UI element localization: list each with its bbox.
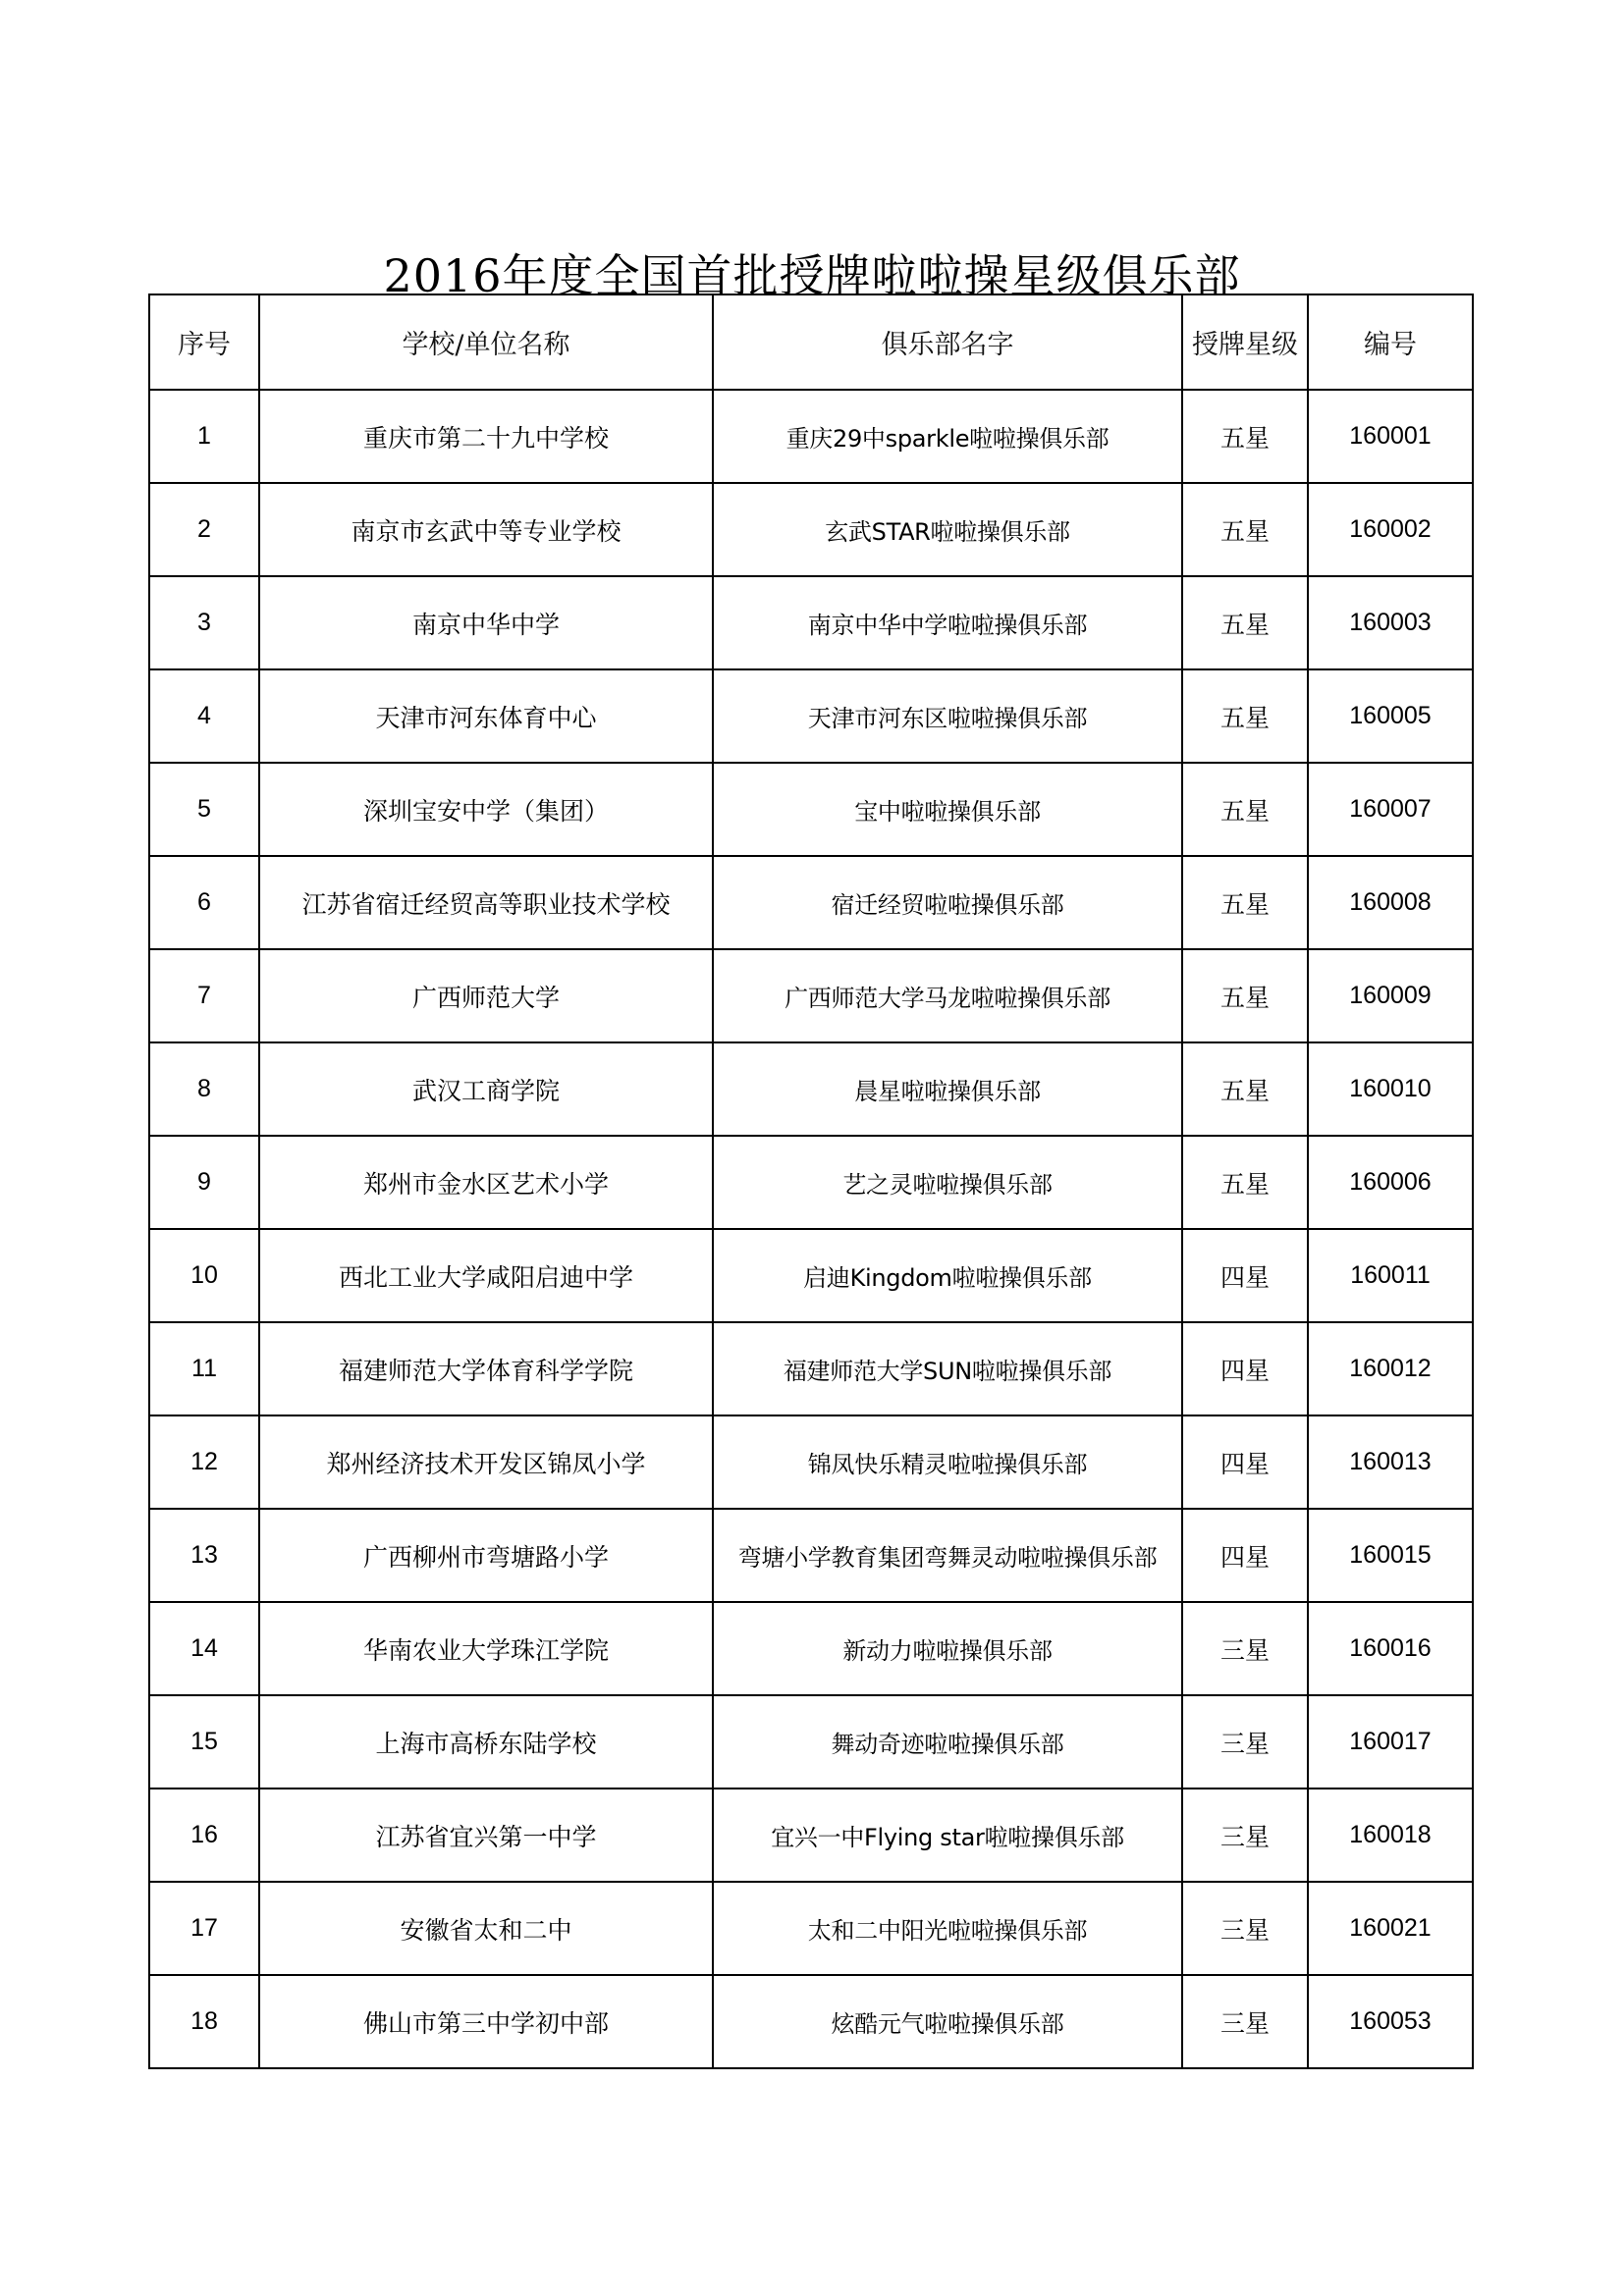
cell-club-name: 启迪Kingdom啦啦操俱乐部 [713, 1229, 1182, 1322]
cell-school-name: 西北工业大学咸阳启迪中学 [259, 1229, 713, 1322]
header-rating: 授牌星级 [1182, 294, 1308, 390]
cell-index: 10 [149, 1229, 259, 1322]
cell-code: 160015 [1308, 1509, 1473, 1602]
cell-school-name: 华南农业大学珠江学院 [259, 1602, 713, 1695]
cell-index: 11 [149, 1322, 259, 1415]
cell-code: 160012 [1308, 1322, 1473, 1415]
table-row [149, 856, 1473, 949]
cell-school-name: 南京中华中学 [259, 576, 713, 669]
cell-club-name: 宝中啦啦操俱乐部 [713, 763, 1182, 856]
cell-star-rating: 五星 [1182, 390, 1308, 483]
cell-code: 160016 [1308, 1602, 1473, 1695]
cell-school-name: 佛山市第三中学初中部 [259, 1975, 713, 2068]
cell-school-name: 深圳宝安中学（集团） [259, 763, 713, 856]
cell-index: 2 [149, 483, 259, 576]
cell-club-name: 炫酷元气啦啦操俱乐部 [713, 1975, 1182, 2068]
cell-star-rating: 五星 [1182, 483, 1308, 576]
table-row [149, 576, 1473, 669]
cell-club-name: 南京中华中学啦啦操俱乐部 [713, 576, 1182, 669]
table-row [149, 1229, 1473, 1322]
table-row [149, 390, 1473, 483]
page-title: 2016年度全国首批授牌啦啦操星级俱乐部 [383, 248, 1241, 302]
cell-school-name: 南京市玄武中等专业学校 [259, 483, 713, 576]
cell-index: 18 [149, 1975, 259, 2068]
cell-code: 160005 [1308, 669, 1473, 763]
cell-club-name: 宜兴一中Flying star啦啦操俱乐部 [713, 1789, 1182, 1882]
cell-club-name: 艺之灵啦啦操俱乐部 [713, 1136, 1182, 1229]
cell-code: 160009 [1308, 949, 1473, 1042]
cell-index: 7 [149, 949, 259, 1042]
cell-star-rating: 三星 [1182, 1695, 1308, 1789]
cell-star-rating: 四星 [1182, 1322, 1308, 1415]
table-row [149, 1136, 1473, 1229]
table-row [149, 1882, 1473, 1975]
table-row [149, 1322, 1473, 1415]
cell-index: 4 [149, 669, 259, 763]
table-row [149, 1602, 1473, 1695]
club-table [148, 294, 1474, 2069]
cell-code: 160010 [1308, 1042, 1473, 1136]
cell-star-rating: 四星 [1182, 1509, 1308, 1602]
table-header [149, 294, 1473, 390]
header-code: 编号 [1308, 294, 1473, 390]
cell-index: 17 [149, 1882, 259, 1975]
cell-code: 160021 [1308, 1882, 1473, 1975]
cell-code: 160008 [1308, 856, 1473, 949]
cell-school-name: 广西柳州市弯塘路小学 [259, 1509, 713, 1602]
cell-code: 160002 [1308, 483, 1473, 576]
cell-code: 160003 [1308, 576, 1473, 669]
cell-school-name: 广西师范大学 [259, 949, 713, 1042]
cell-club-name: 新动力啦啦操俱乐部 [713, 1602, 1182, 1695]
header-row [149, 294, 1473, 390]
cell-star-rating: 五星 [1182, 949, 1308, 1042]
cell-star-rating: 三星 [1182, 1975, 1308, 2068]
cell-star-rating: 五星 [1182, 1136, 1308, 1229]
cell-index: 13 [149, 1509, 259, 1602]
cell-star-rating: 五星 [1182, 1042, 1308, 1136]
cell-star-rating: 三星 [1182, 1789, 1308, 1882]
table-row [149, 1789, 1473, 1882]
cell-code: 160017 [1308, 1695, 1473, 1789]
cell-star-rating: 三星 [1182, 1882, 1308, 1975]
header-school: 学校/单位名称 [259, 294, 713, 390]
cell-club-name: 广西师范大学马龙啦啦操俱乐部 [713, 949, 1182, 1042]
cell-code: 160011 [1308, 1229, 1473, 1322]
cell-club-name: 天津市河东区啦啦操俱乐部 [713, 669, 1182, 763]
cell-club-name: 晨星啦啦操俱乐部 [713, 1042, 1182, 1136]
cell-school-name: 武汉工商学院 [259, 1042, 713, 1136]
cell-code: 160013 [1308, 1415, 1473, 1509]
cell-school-name: 江苏省宿迁经贸高等职业技术学校 [259, 856, 713, 949]
table-row [149, 1415, 1473, 1509]
table-row [149, 1042, 1473, 1136]
cell-club-name: 福建师范大学SUN啦啦操俱乐部 [713, 1322, 1182, 1415]
table-row [149, 949, 1473, 1042]
cell-school-name: 重庆市第二十九中学校 [259, 390, 713, 483]
table-row [149, 669, 1473, 763]
cell-club-name: 锦凤快乐精灵啦啦操俱乐部 [713, 1415, 1182, 1509]
cell-club-name: 宿迁经贸啦啦操俱乐部 [713, 856, 1182, 949]
cell-school-name: 上海市高桥东陆学校 [259, 1695, 713, 1789]
cell-star-rating: 五星 [1182, 856, 1308, 949]
cell-star-rating: 三星 [1182, 1602, 1308, 1695]
cell-index: 15 [149, 1695, 259, 1789]
cell-code: 160006 [1308, 1136, 1473, 1229]
table-row [149, 483, 1473, 576]
cell-club-name: 舞动奇迹啦啦操俱乐部 [713, 1695, 1182, 1789]
cell-star-rating: 五星 [1182, 763, 1308, 856]
cell-index: 1 [149, 390, 259, 483]
cell-index: 3 [149, 576, 259, 669]
cell-index: 6 [149, 856, 259, 949]
cell-code: 160007 [1308, 763, 1473, 856]
cell-star-rating: 五星 [1182, 669, 1308, 763]
cell-club-name: 重庆29中sparkle啦啦操俱乐部 [713, 390, 1182, 483]
table-body [149, 390, 1473, 2068]
cell-school-name: 福建师范大学体育科学学院 [259, 1322, 713, 1415]
table-row [149, 763, 1473, 856]
cell-club-name: 玄武STAR啦啦操俱乐部 [713, 483, 1182, 576]
cell-code: 160053 [1308, 1975, 1473, 2068]
cell-school-name: 郑州市金水区艺术小学 [259, 1136, 713, 1229]
cell-code: 160001 [1308, 390, 1473, 483]
cell-code: 160018 [1308, 1789, 1473, 1882]
cell-star-rating: 四星 [1182, 1415, 1308, 1509]
cell-school-name: 郑州经济技术开发区锦凤小学 [259, 1415, 713, 1509]
cell-index: 16 [149, 1789, 259, 1882]
cell-index: 9 [149, 1136, 259, 1229]
cell-star-rating: 四星 [1182, 1229, 1308, 1322]
table-row [149, 1695, 1473, 1789]
header-club: 俱乐部名字 [713, 294, 1182, 390]
table-row [149, 1975, 1473, 2068]
cell-club-name: 弯塘小学教育集团弯舞灵动啦啦操俱乐部 [713, 1509, 1182, 1602]
cell-school-name: 安徽省太和二中 [259, 1882, 713, 1975]
cell-index: 14 [149, 1602, 259, 1695]
cell-index: 5 [149, 763, 259, 856]
table-row [149, 1509, 1473, 1602]
cell-club-name: 太和二中阳光啦啦操俱乐部 [713, 1882, 1182, 1975]
header-index: 序号 [149, 294, 259, 390]
cell-school-name: 天津市河东体育中心 [259, 669, 713, 763]
cell-index: 12 [149, 1415, 259, 1509]
cell-star-rating: 五星 [1182, 576, 1308, 669]
cell-index: 8 [149, 1042, 259, 1136]
cell-school-name: 江苏省宜兴第一中学 [259, 1789, 713, 1882]
